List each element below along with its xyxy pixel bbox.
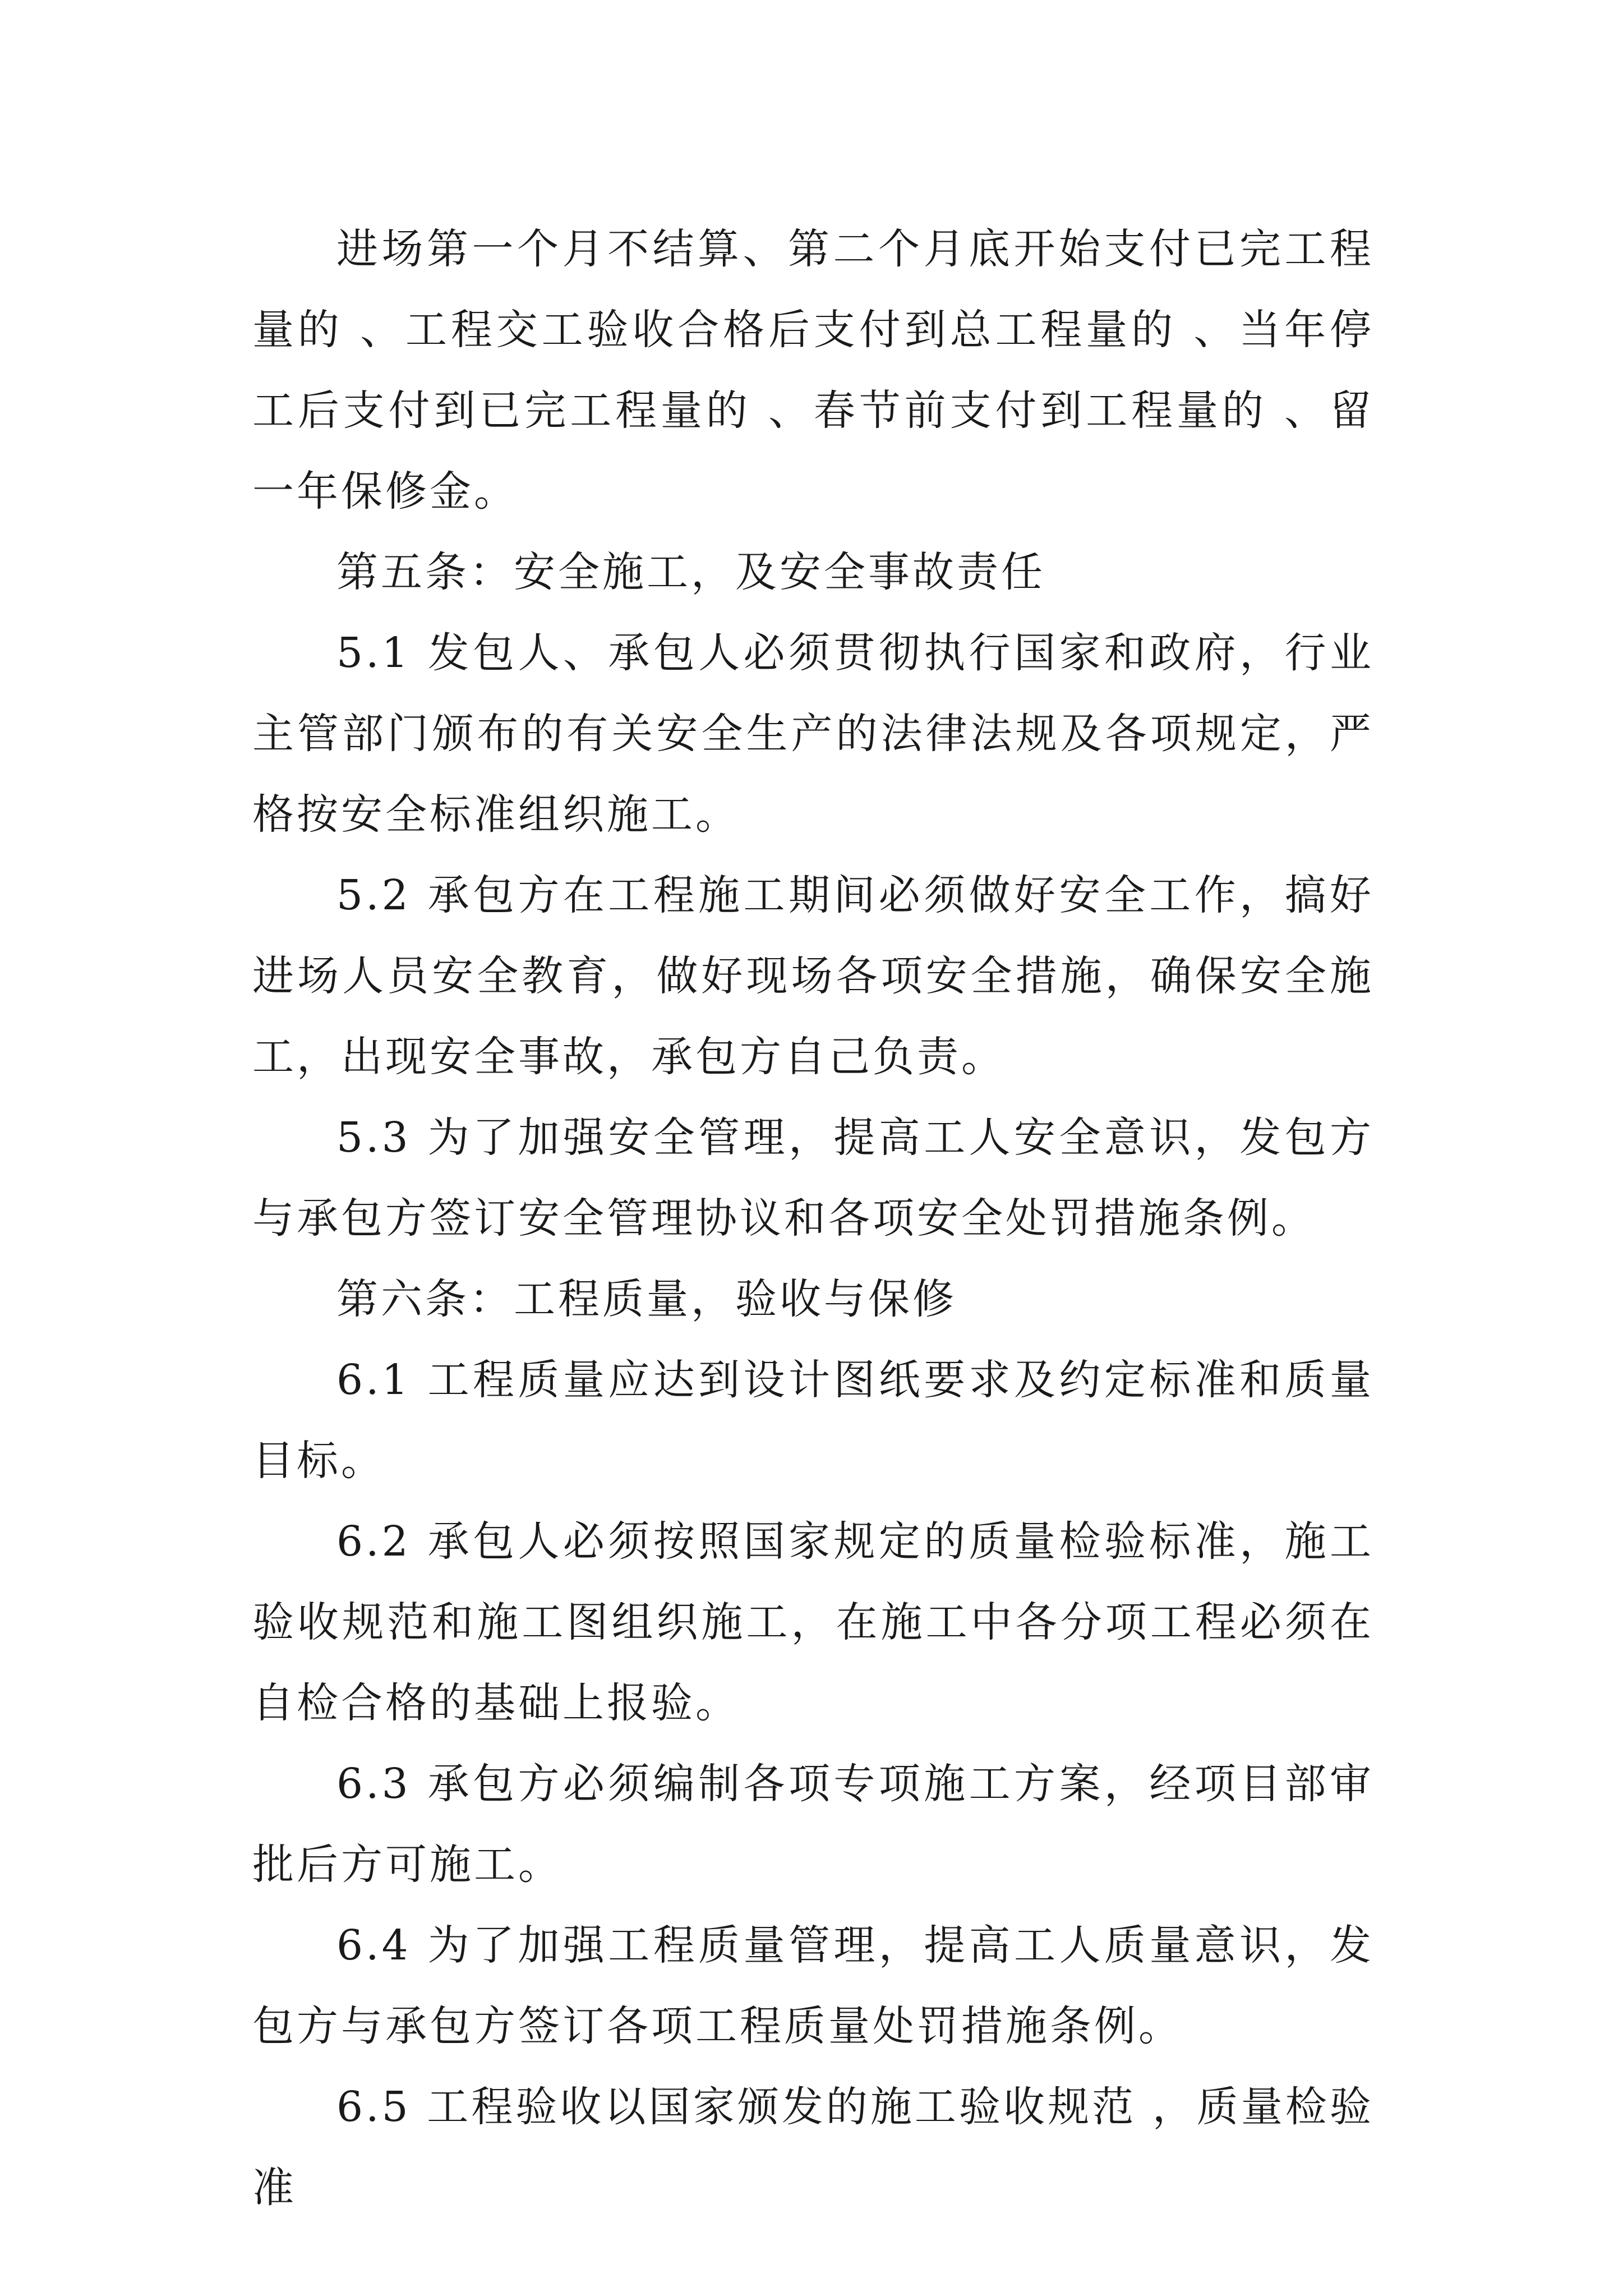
- paragraph-5-3: 5.3 为了加强安全管理，提高工人安全意识，发包方与承包方签订安全管理协议和各项安全处罚措施条例。: [252, 1114, 1374, 1243]
- paragraph-payment-terms: 进场第一个月不结算、第二个月底开始支付已完工程量的 、工程交工验收合格后支付到总工程量的 、当年停工后支付到已完工程量的 、春节前支付到工程量的 、留 一年保修金。: [252, 225, 1374, 516]
- paragraph-6-3: 6.3 承包方必须编制各项专项施工方案，经项目部审批后方可施工。: [252, 1760, 1374, 1889]
- paragraph-6-4: 6.4 为了加强工程质量管理，提高工人质量意识，发包方与承包方签订各项工程质量处罚措施条例。: [252, 1921, 1374, 2050]
- paragraph-5-1: 5.1 发包人、承包人必须贯彻执行国家和政府，行业主管部门颁布的有关安全生产的法律法规及各项规定，严格按安全标准组织施工。: [252, 629, 1374, 839]
- paragraph-6-1: 6.1 工程质量应达到设计图纸要求及约定标准和质量目标。: [252, 1356, 1374, 1485]
- paragraph-6-5: 6.5 工程验收以国家颁发的施工验收规范 ，质量检验准: [252, 2083, 1374, 2212]
- paragraph-5-2: 5.2 承包方在工程施工期间必须做好安全工作，搞好进场人员安全教育，做好现场各项安全措施，确保安全施工，出现安全事故，承包方自己负责。: [252, 871, 1374, 1081]
- document-body: [252, 209, 1374, 2228]
- heading-article-6: 第六条：工程质量，验收与保修: [336, 1275, 957, 1323]
- heading-article-5: 第五条：安全施工，及安全事故责任: [336, 548, 1045, 596]
- paragraph-6-2: 6.2 承包人必须按照国家规定的质量检验标准，施工验收规范和施工图组织施工，在施工中各分项工程必须在自检合格的基础上报验。: [252, 1517, 1374, 1727]
